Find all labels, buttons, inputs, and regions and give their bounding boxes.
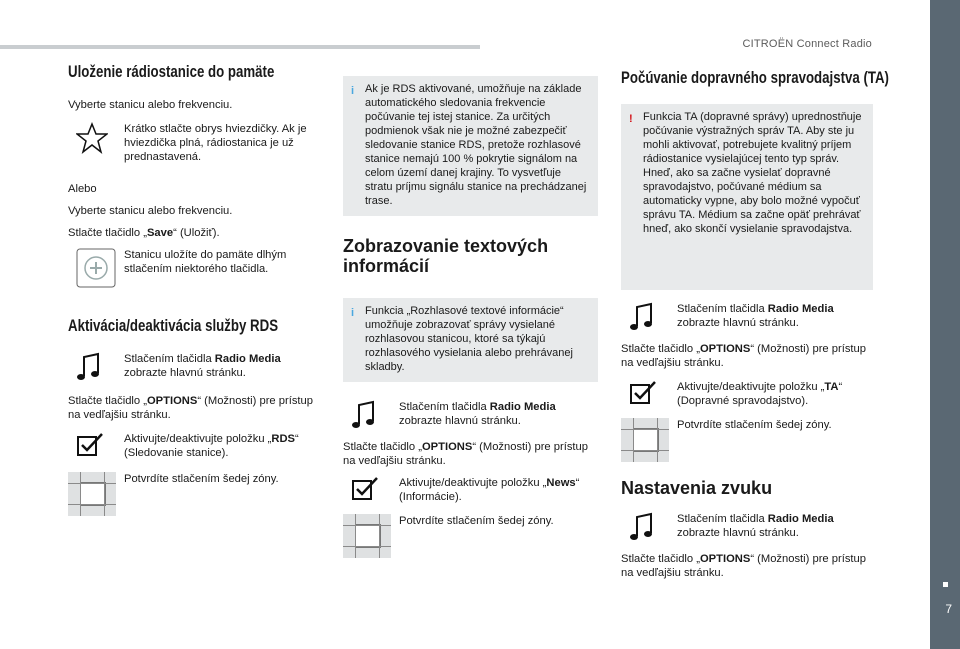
star-outline-icon: [76, 122, 108, 154]
heading-save-station: Uloženie rádiostanice do pamäte: [68, 62, 275, 81]
paragraph: Vyberte stanicu alebo frekvenciu.: [68, 205, 233, 217]
column-3: [621, 68, 889, 580]
text-bold: Radio Media: [767, 303, 834, 315]
note-text: Funkcia „Rozhlasové textové informácie“ umožňuje zobrazovať správy vysielané rozhlasovou stanicou, ktoré sa týkajú rozhlasového vysielania alebo prehrávanej skladby.: [365, 305, 573, 373]
step-music: [343, 400, 598, 436]
step-check: [68, 432, 323, 468]
step-plus: [68, 248, 323, 294]
music-note-icon: [351, 400, 377, 430]
text-part: Stlačte tlačidlo „: [343, 441, 422, 453]
text-part: Stlačením tlačidla: [124, 353, 215, 365]
page-sidebar: [930, 0, 960, 649]
step-text: Potvrdíte stlačením šedej zóny.: [677, 419, 832, 431]
text-bold: Radio Media: [767, 513, 834, 525]
step-grey-zone: [343, 514, 598, 558]
text-part: zobrazte hlavnú stránku.: [124, 367, 246, 379]
text-bold: OPTIONS: [699, 343, 751, 355]
checkbox-icon: [76, 432, 104, 458]
paragraph: Vyberte stanicu alebo frekvenciu.: [68, 99, 233, 111]
music-note-icon: [76, 352, 102, 382]
heading-text-info: Zobrazovanie textových informácií: [343, 236, 549, 276]
text-part: Stlačte tlačidlo „: [621, 553, 700, 565]
info-note-text: [343, 298, 598, 382]
step-check: [621, 380, 873, 416]
music-note-icon: [629, 512, 655, 542]
step-music: [621, 302, 873, 338]
paragraph: [343, 440, 598, 468]
step-music: [621, 512, 873, 548]
music-note-icon: [629, 302, 655, 332]
text-bold: OPTIONS: [421, 441, 473, 453]
step-text: Potvrdíte stlačením šedej zóny.: [124, 473, 279, 485]
grey-zone-icon: [343, 514, 391, 558]
step-text: [677, 380, 873, 408]
text-bold: OPTIONS: [699, 553, 751, 565]
checkbox-icon: [629, 380, 657, 406]
brand-header: CITROËN Connect Radio: [742, 38, 872, 50]
info-icon: i: [351, 85, 355, 97]
text-part: Stlačte tlačidlo „: [621, 343, 700, 355]
text-bold: RDS: [271, 433, 296, 445]
text-part: Stlačením tlačidla: [677, 303, 768, 315]
text-part: zobrazte hlavnú stránku.: [399, 415, 521, 427]
text-part: “ (Možnosti) pre prístup na vedľajšiu stránku.: [68, 395, 313, 421]
step-grey-zone: [68, 472, 323, 516]
text-part: Aktivujte/deaktivujte položku „: [399, 477, 547, 489]
text-part: Stlačte tlačidlo „: [68, 395, 147, 407]
text-part: Stlačením tlačidla: [677, 513, 768, 525]
step-text: [399, 400, 598, 428]
text-part: “ (Možnosti) pre prístup na vedľajšiu stránku.: [621, 553, 866, 579]
step-text: Krátko stlačte obrys hviezdičky. Ak je hviezdička plná, rádiostanica je už prednastavená.: [124, 123, 307, 163]
heading-traffic: Počúvanie dopravného spravodajstva (TA): [621, 68, 889, 87]
grey-zone-icon: [68, 472, 116, 516]
text-bold: TA: [824, 381, 839, 393]
page-number: 7: [945, 602, 952, 616]
text-part: “ (Sledovanie stanice).: [124, 433, 299, 459]
step-text: [124, 432, 323, 460]
paragraph: [68, 226, 323, 240]
info-icon: i: [351, 307, 355, 319]
column-1: [68, 62, 323, 516]
text-part: “ (Možnosti) pre prístup na vedľajšiu stránku.: [621, 343, 866, 369]
text-part: “ (Dopravné spravodajstvo).: [677, 381, 843, 407]
header-rule: [0, 45, 480, 49]
text-part: Stlačením tlačidla: [399, 401, 490, 413]
info-note-rds: [343, 76, 598, 216]
paragraph: [621, 552, 873, 580]
paragraph: [621, 342, 873, 370]
note-text: Ak je RDS aktivované, umožňuje na základe automatického sledovania frekvencie počúvanie tej istej stanice. Za určitých podmienok však nie je možné zabezpečiť sledovanie stanice RDS, pretože rozhlasové stanice nemajú 100 % pokrytie signálom na celom území danej krajiny. To vysvetľuje stratu príjmu signálu stanice na prechádzanej trase.: [365, 83, 587, 207]
text-bold: Radio Media: [489, 401, 556, 413]
step-grey-zone: [621, 418, 873, 462]
step-star: [68, 122, 323, 170]
warning-note-ta: [621, 104, 873, 290]
paragraph: [68, 394, 323, 422]
step-text: [677, 302, 873, 330]
heading-sound: Nastavenia zvuku: [621, 478, 773, 498]
step-music: [68, 352, 323, 388]
step-text: [399, 476, 598, 504]
text-part: zobrazte hlavnú stránku.: [677, 317, 799, 329]
text-bold: Save: [146, 227, 174, 239]
step-text: [124, 352, 323, 380]
step-text: Stanicu uložíte do pamäte dlhým stlačením niektorého tlačidla.: [124, 249, 287, 275]
step-text: Potvrdíte stlačením šedej zóny.: [399, 515, 554, 527]
step-text: [677, 512, 873, 540]
text-part: Stlačte tlačidlo „: [68, 227, 147, 239]
text-part: “ (Možnosti) pre prístup na vedľajšiu stránku.: [343, 441, 588, 467]
text-part: “ (Uložiť).: [173, 227, 220, 239]
text-bold: Radio Media: [214, 353, 281, 365]
column-2: [343, 76, 598, 558]
text-part: Aktivujte/deaktivujte položku „: [677, 381, 825, 393]
step-check: [343, 476, 598, 512]
plus-preset-icon: [76, 248, 116, 288]
checkbox-icon: [351, 476, 379, 502]
text-part: zobrazte hlavnú stránku.: [677, 527, 799, 539]
warning-icon: !: [629, 113, 633, 125]
text-bold: OPTIONS: [146, 395, 198, 407]
text-part: Aktivujte/deaktivujte položku „: [124, 433, 272, 445]
grey-zone-icon: [621, 418, 669, 462]
text-bold: News: [546, 477, 576, 489]
text-part: “ (Informácie).: [399, 477, 580, 503]
square-bullet-icon: [943, 582, 948, 587]
heading-rds: Aktivácia/deaktivácia služby RDS: [68, 316, 279, 335]
paragraph: Alebo: [68, 183, 97, 195]
note-text: Funkcia TA (dopravné správy) uprednostňuje počúvanie výstražných správ TA. Aby ste ju mohli aktivovať, potrebujete kvalitný príjem rádiostanice vysielajúcej tento typ správ. Hneď, ako sa začne vysielať dopravné spravodajstvo, počúvané médium sa automaticky vypne, aby bolo možné vypočuť správu TA. Médium sa začne opäť prehrávať hneď, ako skončí vysielanie spravodajstva.: [643, 111, 862, 235]
